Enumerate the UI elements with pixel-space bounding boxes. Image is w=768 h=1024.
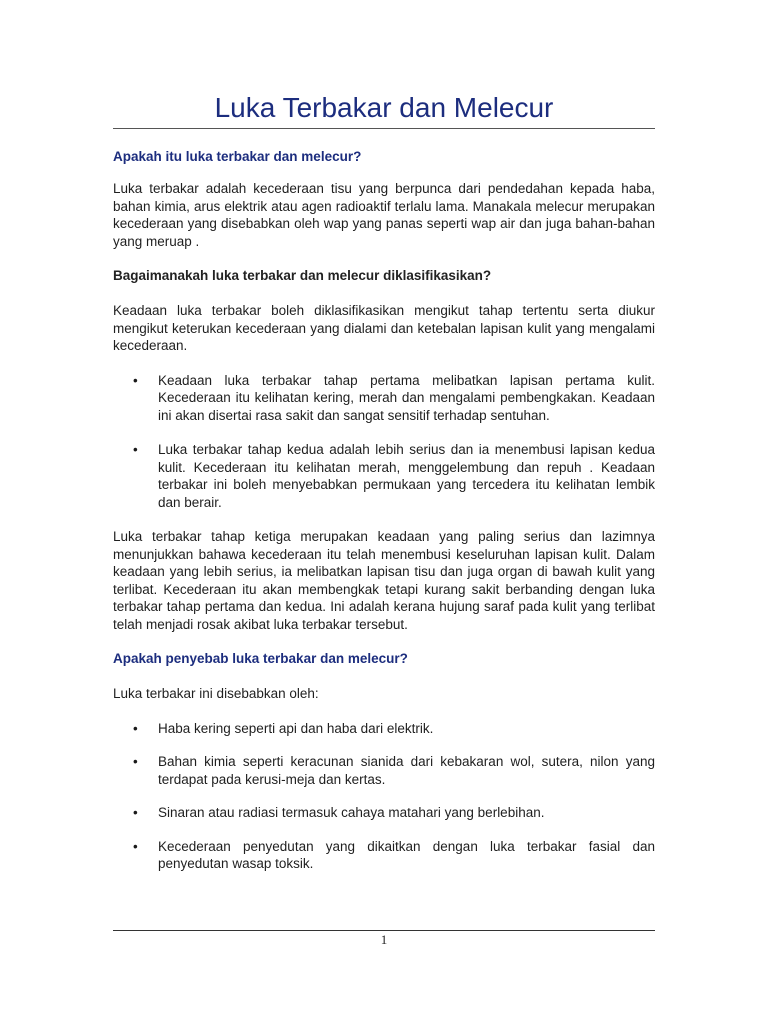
bullet-icon: • <box>133 838 138 854</box>
bullet-icon: • <box>133 720 138 736</box>
list-item <box>113 838 655 873</box>
list-causes <box>113 720 655 873</box>
bullet-icon: • <box>133 442 138 457</box>
footer-divider <box>113 930 655 931</box>
paragraph-third-degree: Luka terbakar tahap ketiga merupakan keadaan yang paling serius dan lazimnya menunjukkan bahawa kecederaan itu telah menembusi keseluruhan lapisan kulit. Dalam keadaan yang lebih serius, ia melibatkan lapisan tisu dan juga organ di bawah kulit yang terlibat. Kecederaan itu akan membengkak tetapi kurang sakit berbanding dengan luka terbakar tahap pertama dan kedua. Ini adalah kerana hujung saraf pada kulit yang terlibat telah menjadi rosak akibat luka terbakar tersebut. <box>113 529 655 632</box>
list-item-text: Haba kering seperti api dan haba dari elektrik. <box>158 720 434 736</box>
paragraph-classification: Keadaan luka terbakar boleh diklasifikasikan mengikut tahap tertentu serta diukur mengikut keterukan kecederaan yang dialami dan ketebalan lapisan kulit yang mengalami kecederaan. <box>113 303 655 353</box>
list-item-text: Bahan kimia seperti keracunan sianida dari kebakaran wol, sutera, nilon yang terdapat pada kerusi-meja dan kertas. <box>158 754 655 787</box>
page-number: 1 <box>380 932 388 947</box>
paragraph-causes-intro: Luka terbakar ini disebabkan oleh: <box>113 686 319 701</box>
page-title: Luka Terbakar dan Melecur <box>113 90 655 129</box>
bullet-icon: • <box>133 372 138 388</box>
bullet-icon: • <box>133 805 138 820</box>
list-item-text: Luka terbakar tahap kedua adalah lebih serius dan ia menembusi lapisan kedua kulit. Kecederaan itu kelihatan merah, menggelembung dan repuh . Keadaan terbakar ini boleh menyebabkan permukaan yang tercedera itu kelihatan lembik dan berair. <box>158 442 655 510</box>
list-item <box>113 372 655 425</box>
list-item <box>113 804 655 822</box>
bullet-icon: • <box>133 754 138 769</box>
question-what-is: Apakah itu luka terbakar dan melecur? <box>113 149 362 164</box>
list-item <box>113 753 655 788</box>
question-classification: Bagaimanakah luka terbakar dan melecur diklasifikasikan? <box>113 268 492 283</box>
page-content <box>113 90 655 873</box>
paragraph-definition: Luka terbakar adalah kecederaan tisu yang berpunca dari pendedahan kepada haba, bahan kimia, arus elektrik atau agen radioaktif terlalu lama. Manakala melecur merupakan kecederaan yang disebabkan oleh wap yang panas seperti wap air dan juga bahan-bahan yang meruap . <box>113 181 655 249</box>
list-item-text: Kecederaan penyedutan yang dikaitkan dengan luka terbakar fasial dan penyedutan wasap toksik. <box>158 838 655 871</box>
list-item-text: Keadaan luka terbakar tahap pertama melibatkan lapisan pertama kulit. Kecederaan itu kelihatan kering, merah dan mengalami pembengkakan. Keadaan ini akan disertai rasa sakit dan sangat sensitif terhadap sentuhan. <box>158 372 655 423</box>
list-degrees <box>113 372 655 512</box>
question-causes: Apakah penyebab luka terbakar dan melecur? <box>113 651 408 666</box>
list-item-text: Sinaran atau radiasi termasuk cahaya matahari yang berlebihan. <box>158 805 545 820</box>
list-item <box>113 441 655 511</box>
list-item <box>113 720 655 738</box>
